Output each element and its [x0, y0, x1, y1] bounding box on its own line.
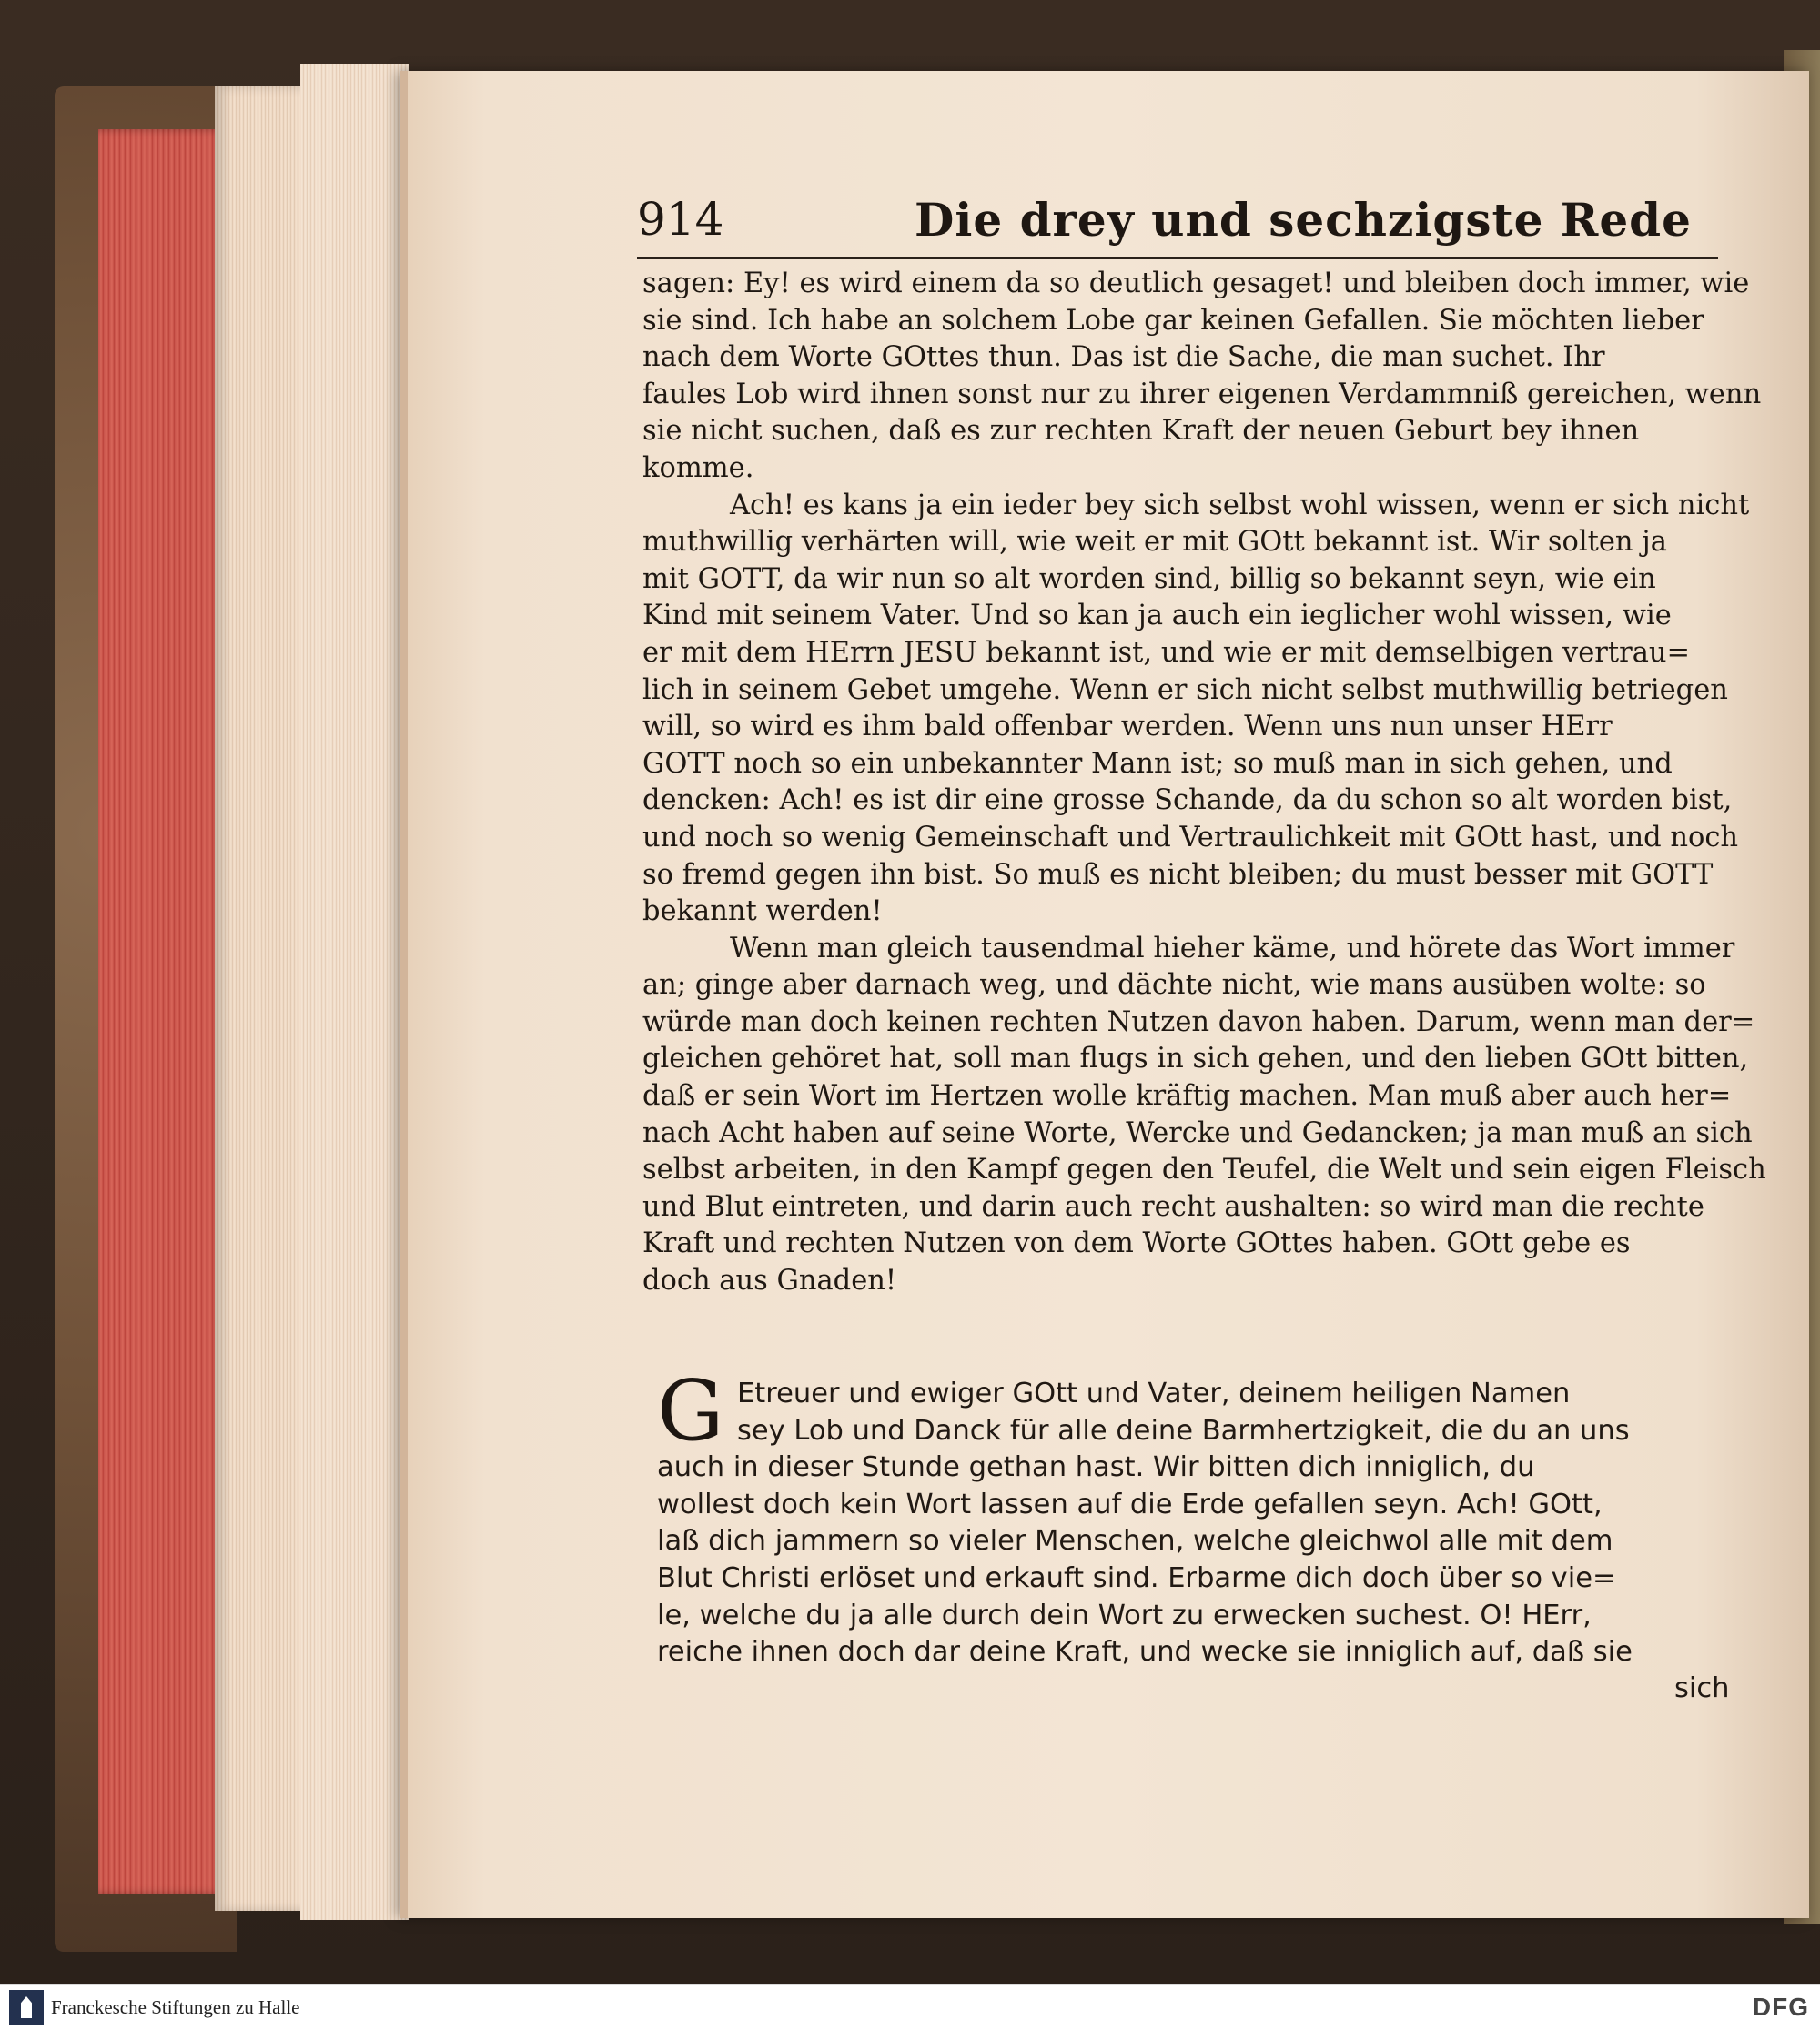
text-line: würde man doch keinen rechten Nutzen davon haben. Darum, wenn man der= [642, 1005, 1755, 1038]
text-line: will, so wird es ihm bald offenbar werden. Wenn uns nun unser HErr [642, 711, 1613, 743]
running-title: Die drey und sechzigste Rede [915, 193, 1692, 247]
text-line: nach dem Worte GOttes thun. Das ist die Sache, die man suchet. Ihr [642, 341, 1605, 374]
text-line: er mit dem HErrn JESU bekannt ist, und wie er mit demselbigen vertrau= [642, 636, 1691, 669]
text-line: sie sind. Ich habe an solchem Lobe gar keinen Gefallen. Sie möchten lieber [642, 304, 1704, 337]
viewer-footer [0, 1984, 1820, 2030]
prayer-line: Blut Christi erlöset und erkauft sind. Erbarme dich doch über so vie= [657, 1561, 1616, 1594]
body-text [642, 266, 1766, 1300]
text-line: an; ginge aber darnach weg, und dächte nicht, wie mans ausüben wolte: so [642, 969, 1706, 1002]
text-line: sie nicht suchen, daß es zur rechten Kraft der neuen Geburt bey ihnen [642, 415, 1640, 448]
text-line: Kind mit seinem Vater. Und so kan ja auch ein ieglicher wohl wissen, wie [642, 600, 1672, 632]
text-line: muthwillig verhärten will, wie weit er mit GOtt bekannt ist. Wir solten ja [642, 526, 1667, 559]
text-line: doch aus Gnaden! [642, 1265, 897, 1298]
page-gutter [400, 71, 408, 1918]
text-line: komme. [642, 451, 754, 484]
page-stack-inner [300, 64, 410, 1920]
prayer-line: Etreuer und ewiger GOtt und Vater, deinem heiligen Namen [737, 1378, 1571, 1409]
text-line: Wenn man gleich tausendmal hieher käme, und hörete das Wort immer [730, 932, 1735, 965]
text-line: sagen: Ey! es wird einem da so deutlich gesaget! und bleiben doch immer, wie [642, 268, 1750, 299]
prayer-line: wollest doch kein Wort lassen auf die Erde gefallen seyn. Ach! GOtt, [657, 1488, 1603, 1520]
text-line: gleichen gehöret hat, soll man flugs in sich gehen, und den lieben GOtt bitten, [642, 1043, 1749, 1076]
text-line: Ach! es kans ja ein ieder bey sich selbst wohl wissen, wenn er sich nicht [730, 489, 1750, 521]
text-line: faules Lob wird ihnen sonst nur zu ihrer eigenen Verdammniß gereichen, wenn [642, 378, 1762, 410]
prayer-line: auch in dieser Stunde gethan hast. Wir bitten dich inniglich, du [657, 1451, 1535, 1484]
text-line: mit GOTT, da wir nun so alt worden sind, billig so bekannt seyn, wie ein [642, 562, 1656, 595]
institution-name[interactable]: Franckesche Stiftungen zu Halle [51, 1996, 300, 2018]
page-header [637, 193, 1720, 257]
catchword: sich [1674, 1672, 1730, 1704]
text-line: selbst arbeiten, in den Kampf gegen den Teufel, die Welt und sein eigen Fleisch [642, 1154, 1766, 1187]
dfg-logo[interactable]: DFG [1752, 1993, 1809, 2021]
text-line: und Blut eintreten, und darin auch recht aushalten: so wird man die rechte [642, 1190, 1704, 1223]
text-line: daß er sein Wort im Hertzen wolle kräftig machen. Man muß aber auch her= [642, 1080, 1732, 1113]
text-line: Kraft und rechten Nutzen von dem Worte GOttes haben. GOtt gebe es [642, 1227, 1631, 1260]
header-rule [637, 257, 1718, 259]
text-line: dencken: Ach! es ist dir eine grosse Schande, da du schon so alt worden bist, [642, 784, 1733, 817]
text-line: bekannt werden! [642, 895, 883, 928]
prayer-line: reiche ihnen doch dar deine Kraft, und wecke sie inniglich auf, daß sie [657, 1636, 1633, 1669]
red-page-edge [98, 129, 226, 1894]
prayer-line: le, welche du ja alle durch dein Wort zu erwecken suchest. O! HErr, [657, 1599, 1592, 1631]
prayer-line: sey Lob und Danck für alle deine Barmhertzigkeit, die du an uns [737, 1414, 1630, 1447]
text-line: GOTT noch so ein unbekannter Mann ist; so muß man in sich gehen, und [642, 747, 1673, 780]
text-line: so fremd gegen ihn bist. So muß es nicht bleiben; du must besser mit GOTT [642, 858, 1714, 891]
prayer-text [657, 1376, 1729, 1671]
text-line: lich in seinem Gebet umgehe. Wenn er sich nicht selbst muthwillig betriegen [642, 673, 1728, 706]
prayer-drop-cap: G [657, 1362, 724, 1459]
text-line: nach Acht haben auf seine Worte, Wercke und Gedancken; ja man muß an sich [642, 1116, 1753, 1149]
text-line: und noch so wenig Gemeinschaft und Vertraulichkeit mit GOtt hast, und noch [642, 821, 1739, 853]
page-number: 914 [637, 193, 724, 246]
institution-logo-icon[interactable] [9, 1990, 44, 2025]
prayer-line: laß dich jammern so vieler Menschen, welche gleichwol alle mit dem [657, 1525, 1613, 1558]
